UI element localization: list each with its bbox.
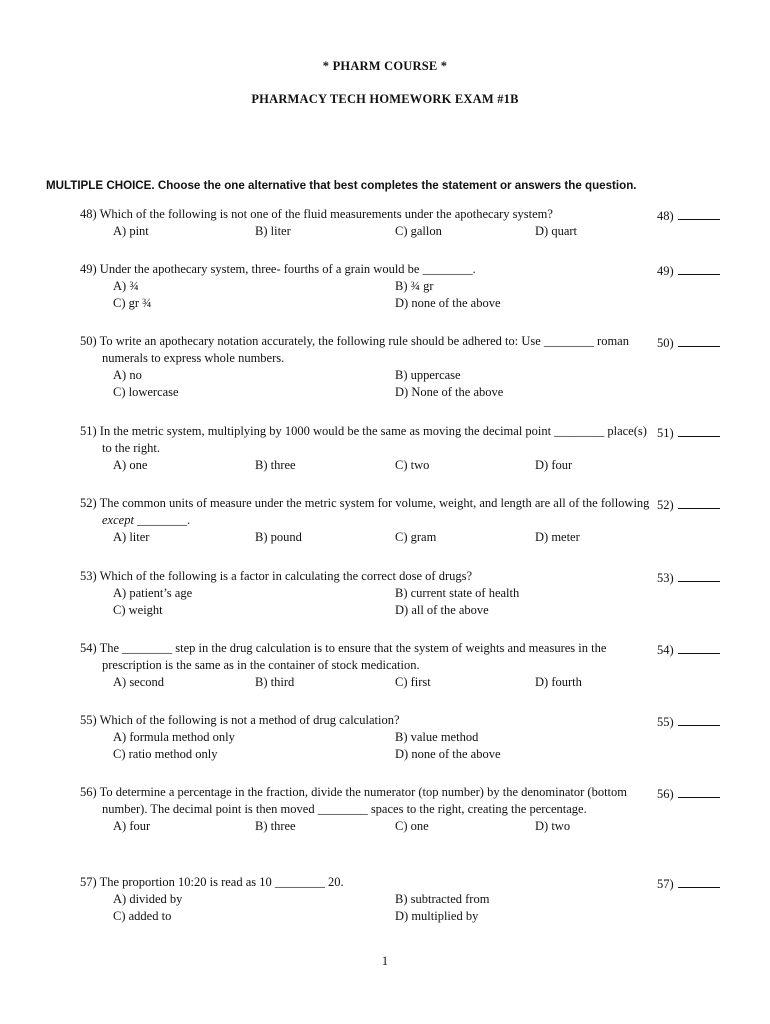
option-d: D) meter [535,530,580,544]
answer-blank[interactable] [657,423,720,442]
option-a: A) ¾ [113,279,139,293]
answer-number: 53) [657,571,674,585]
question-stem: The proportion 10:20 is read as 10 ________ 20. [99,875,344,889]
question-stem: The common units of measure under the metric system for volume, weight, and length are all of the following [99,496,650,510]
answer-number: 50) [657,336,674,350]
answer-options [80,908,730,925]
question-number: 55) [80,713,97,727]
answer-options [80,585,730,602]
answer-number: 54) [657,643,674,657]
question-stem-emphasis: except [102,513,134,527]
option-b: B) third [255,675,295,689]
answer-options [80,674,730,691]
question-stem: Which of the following is a factor in calculating the correct dose of drugs? [99,569,473,583]
answer-options [80,223,730,240]
answer-number: 56) [657,787,674,801]
option-c: C) gallon [395,224,442,238]
exam-title: PHARMACY TECH HOMEWORK EXAM #1B [251,92,519,106]
answer-number: 57) [657,877,674,891]
question-stem: Which of the following is not one of the fluid measurements under the apothecary system? [99,207,553,221]
option-c: C) lowercase [113,385,179,399]
question-number: 50) [80,334,97,348]
answer-options [80,295,730,312]
answer-blank[interactable] [657,261,720,280]
question-stem: Under the apothecary system, three- fourths of a grain would be ________. [99,262,476,276]
answer-blank[interactable] [657,640,720,659]
option-a: A) one [113,458,148,472]
option-b: B) current state of health [395,586,520,600]
answer-line[interactable] [678,261,720,275]
option-b: B) value method [395,730,479,744]
answer-number: 51) [657,426,674,440]
option-d: D) none of the above [395,747,501,761]
question-number: 56) [80,785,97,799]
answer-line[interactable] [678,333,720,347]
answer-line[interactable] [678,874,720,888]
answer-options [80,384,730,401]
option-d: D) quart [535,224,577,238]
option-a: A) formula method only [113,730,235,744]
question-number: 52) [80,496,97,510]
answer-number: 48) [657,209,674,223]
question-49 [80,261,730,312]
answer-blank[interactable] [657,206,720,225]
answer-options [80,367,730,384]
option-c: C) weight [113,603,163,617]
question-53 [80,568,730,619]
option-d: D) four [535,458,573,472]
question-stem: In the metric system, multiplying by 1000 would be the same as moving the decimal point ________ place(s) to the right. [99,424,647,455]
option-c: C) added to [113,909,172,923]
question-number: 53) [80,569,97,583]
question-stem: Which of the following is not a method of drug calculation? [99,713,400,727]
option-b: B) uppercase [395,368,461,382]
option-a: A) second [113,675,165,689]
option-d: D) none of the above [395,296,501,310]
question-stem: The ________ step in the drug calculation is to ensure that the system of weights and measures in the prescription is the same as in the container of stock medication. [99,641,607,672]
answer-line[interactable] [678,495,720,509]
question-54 [80,640,730,691]
question-51 [80,423,730,474]
option-c: C) two [395,458,430,472]
question-stem: To determine a percentage in the fraction, divide the numerator (top number) by the denominator (bottom number). The decimal point is then moved ________ spaces to the right, creating the percentage. [99,785,627,816]
answer-line[interactable] [678,206,720,220]
option-a: A) patient’s age [113,586,193,600]
option-b: B) liter [255,224,291,238]
answer-options [80,729,730,746]
option-d: D) multiplied by [395,909,479,923]
option-b: B) three [255,819,296,833]
answer-blank[interactable] [657,874,720,893]
option-c: C) first [395,675,431,689]
answer-options [80,891,730,908]
option-c: C) ratio method only [113,747,218,761]
question-stem: To write an apothecary notation accurately, the following rule should be adhered to: Use ________ roman numerals to express whole numbers. [99,334,629,365]
option-b: B) subtracted from [395,892,490,906]
answer-options [80,457,730,474]
answer-options [80,529,730,546]
option-a: A) divided by [113,892,183,906]
question-number: 54) [80,641,97,655]
option-a: A) pint [113,224,149,238]
option-d: D) None of the above [395,385,504,399]
answer-number: 52) [657,498,674,512]
option-b: B) ¾ gr [395,279,434,293]
question-number: 57) [80,875,97,889]
question-52 [80,495,730,546]
answer-options [80,278,730,295]
answer-line[interactable] [678,640,720,654]
option-a: A) no [113,368,142,382]
question-57 [80,874,730,925]
course-title: * PHARM COURSE * [322,59,448,73]
option-c: C) gram [395,530,437,544]
answer-options [80,818,730,835]
question-48 [80,206,730,240]
option-c: C) gr ¾ [113,296,152,310]
answer-number: 55) [657,715,674,729]
answer-blank[interactable] [657,784,720,803]
answer-options [80,746,730,763]
question-stem-end: ________. [133,513,191,527]
option-d: D) all of the above [395,603,489,617]
option-a: A) liter [113,530,150,544]
option-b: B) pound [255,530,302,544]
answer-options [80,602,730,619]
option-d: D) fourth [535,675,582,689]
answer-blank[interactable] [657,495,720,514]
page-number: 1 [381,954,389,968]
answer-blank[interactable] [657,568,720,587]
answer-number: 49) [657,264,674,278]
answer-line[interactable] [678,712,720,726]
question-number: 48) [80,207,97,221]
answer-line[interactable] [678,423,720,437]
question-56 [80,784,730,835]
answer-line[interactable] [678,784,720,798]
section-instructions: MULTIPLE CHOICE. Choose the one alternative that best completes the statement or answers the question. [46,179,637,192]
answer-blank[interactable] [657,333,720,352]
answer-blank[interactable] [657,712,720,731]
option-b: B) three [255,458,296,472]
question-number: 51) [80,424,97,438]
question-number: 49) [80,262,97,276]
question-55 [80,712,730,763]
option-c: C) one [395,819,429,833]
answer-line[interactable] [678,568,720,582]
option-a: A) four [113,819,151,833]
question-50 [80,333,730,401]
option-d: D) two [535,819,571,833]
